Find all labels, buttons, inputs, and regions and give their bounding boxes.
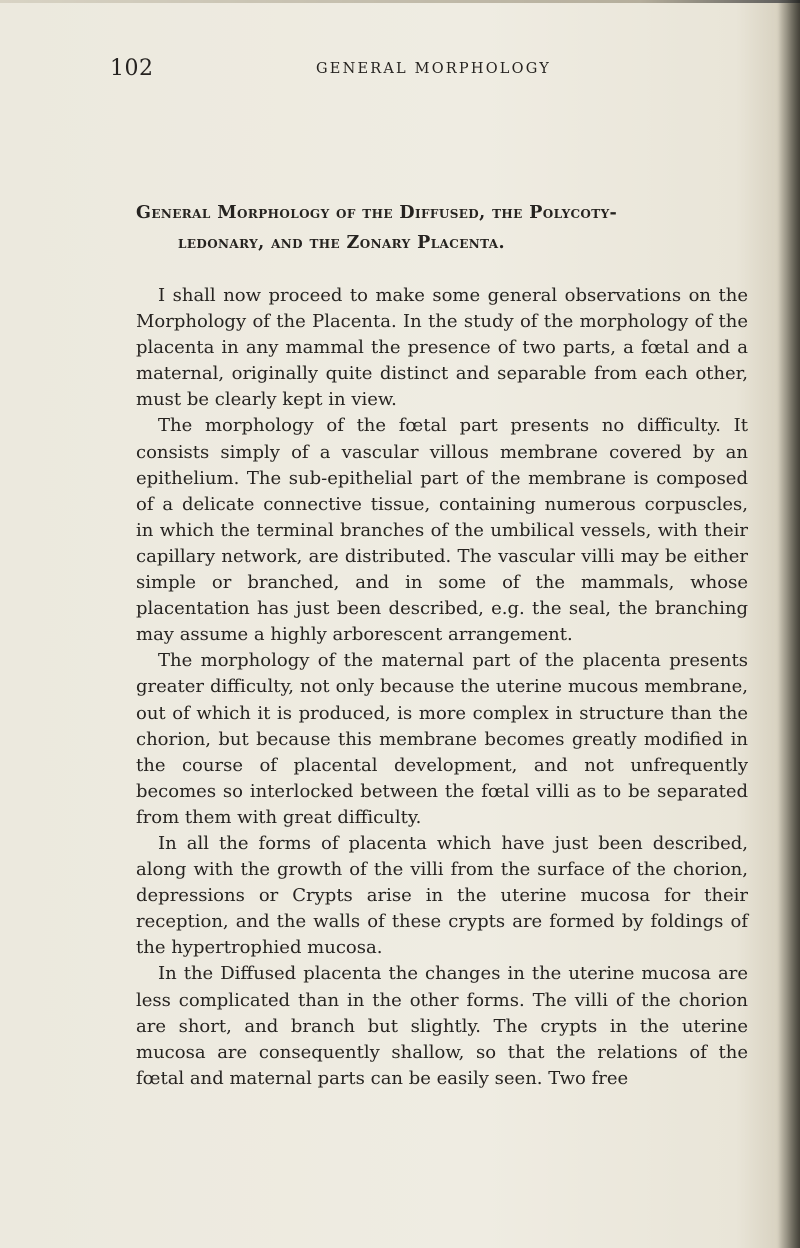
paragraph-foetal-part: The morphology of the fœtal part presents no difficulty. It consists simply of a vascular villous membrane covered by an epithelium. The sub-epithelial part of the membrane is composed of a delicate connective tissue, containing numerous corpuscles, in which the terminal branches of the umbilical vessels, with their capillary network, are distributed. The vascular villi may be either simple or branched, and in some of the mammals, whose placentation has just been described, e.g. the seal, the branching may assume a highly arborescent arrangement. (136, 415, 748, 646)
paragraph-intro: I shall now proceed to make some general observations on the Morphology of the Placenta. In the study of the morphology of the placenta in any mammal the presence of two parts, a fœtal and a maternal, originally quite distinct and separable from each other, must be clearly kept in view. (136, 285, 748, 411)
page-top-edge (0, 0, 800, 3)
paragraph-crypts: In all the forms of placenta which have just been described, along with the growth of the villi from the surface of the chorion, depressions or Crypts arise in the uterine mucosa for their reception, and the walls of these crypts are formed by foldings of the hypertrophied mucosa. (136, 832, 748, 959)
body-text (136, 283, 748, 1092)
section-title (136, 198, 736, 258)
section-title-line-2: ledonary, and the Zonary Placenta. (178, 233, 505, 253)
paragraph-diffused-placenta: In the Diffused placenta the changes in the uterine mucosa are less complicated than in the other forms. The villi of the chorion are short, and branch but slightly. The crypts in the uterine mucosa are consequently shallow, so that the relations of the fœtal and maternal parts can be easily seen. Two free (136, 963, 748, 1089)
page-edge-shadow (778, 0, 800, 1248)
running-head: GENERAL MORPHOLOGY (316, 61, 552, 77)
section-title-line-1: General Morphology of the Diffused, the Polycoty- (136, 203, 618, 223)
paragraph-maternal-part: The morphology of the maternal part of the placenta presents greater difficulty, not only because the uterine mucous membrane, out of which it is produced, is more complex in structure than the chorion, but because this membrane becomes greatly modified in the course of placental development, and not unfrequently becomes so interlocked between the fœtal villi as to be separated from them with great difficulty. (136, 650, 748, 828)
page-number: 102 (110, 56, 154, 81)
